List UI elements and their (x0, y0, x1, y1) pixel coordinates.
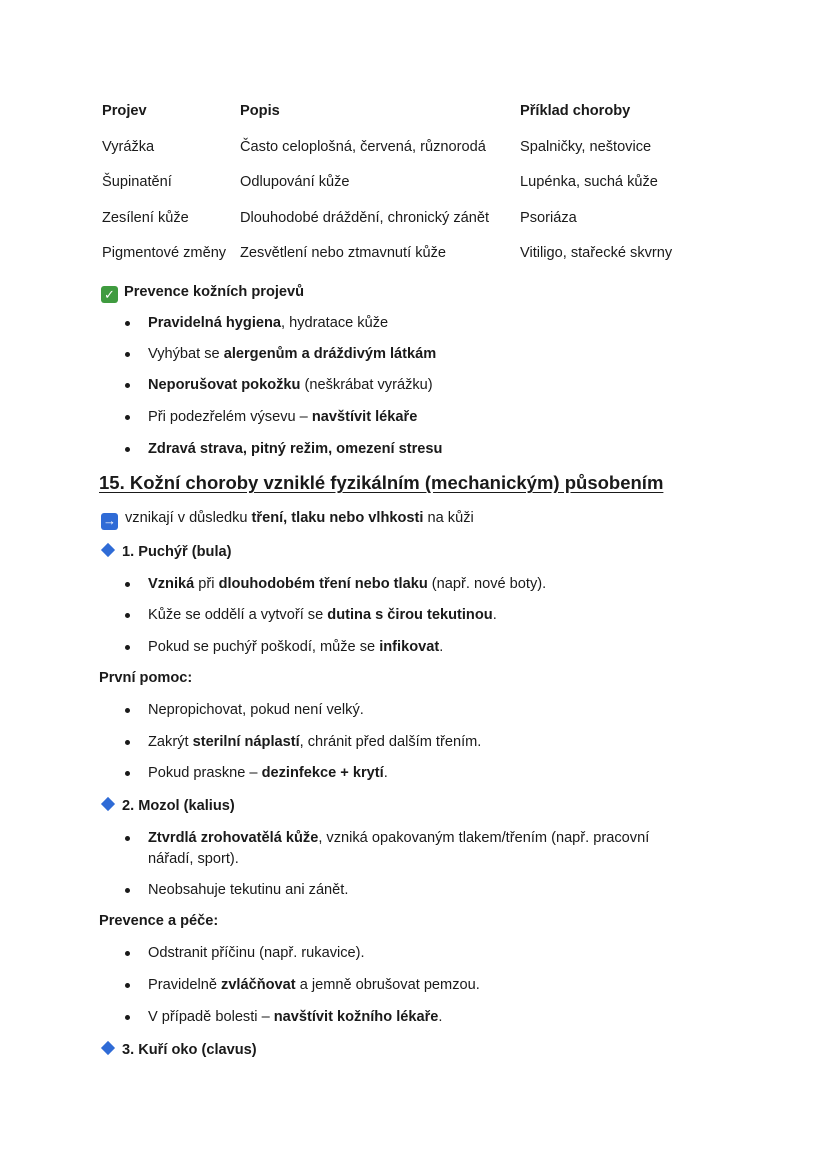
bullet (125, 951, 130, 956)
list-item: Pravidelná hygiena, hydratace kůže (148, 315, 389, 331)
section-intro: → vznikají v důsledku tření, tlaku nebo vlhkosti na kůži (103, 510, 474, 528)
table-cell: Vitiligo, stařecké skvrny (520, 245, 673, 261)
bullet (125, 321, 130, 326)
table-cell: Lupénka, suchá kůže (520, 174, 658, 190)
subsection-heading-blister: 1. Puchýř (bula) (99, 542, 231, 562)
check-mark-icon: ✓ (101, 286, 118, 303)
list-item: Ztvrdlá zrohovatělá kůže, vzniká opakovaným tlakem/třením (např. pracovní (148, 830, 650, 846)
table-row (102, 242, 722, 278)
bullet (125, 415, 130, 420)
list-item: Zakrýt sterilní náplastí, chránit před dalším třením. (148, 734, 482, 750)
bullet (125, 383, 130, 388)
prevention-heading (101, 282, 304, 303)
column-header: Příklad choroby (520, 103, 631, 119)
subsection-heading-corn: 3. Kuří oko (clavus) (99, 1040, 257, 1060)
bullet (125, 1015, 130, 1020)
subsection-heading-callus: 2. Mozol (kalius) (99, 796, 235, 816)
table-header-row (102, 100, 722, 136)
table-cell: Často celoplošná, červená, různorodá (240, 138, 486, 155)
first-aid-label: První pomoc: (99, 670, 193, 686)
blue-diamond-icon (101, 1041, 115, 1055)
table-cell: Zesílení kůže (102, 209, 189, 226)
care-label: Prevence a péče: (99, 913, 219, 929)
list-item: Při podezřelém výsevu – navštívit lékaře (148, 409, 418, 425)
list-item: Odstranit příčinu (např. rukavice). (148, 945, 365, 961)
list-item: Pokud se puchýř poškodí, může se infikovat. (148, 639, 444, 655)
bullet (125, 771, 130, 776)
bullet (125, 582, 130, 587)
table-cell: Psoriáza (520, 209, 577, 226)
bullet (125, 836, 130, 841)
table-cell: Spalničky, neštovice (520, 138, 652, 155)
table-cell: Vyrážka (102, 138, 155, 155)
list-item: Neporušovat pokožku (neškrábat vyrážku) (148, 377, 433, 393)
list-item-continuation: nářadí, sport). (148, 851, 239, 867)
section-heading: 15. Kožní choroby vzniklé fyzikálním (mechanickým) působením (99, 472, 664, 493)
table-row (102, 136, 722, 172)
column-header: Projev (102, 103, 147, 119)
bullet (125, 613, 130, 618)
prevention-title: Prevence kožních projevů (124, 284, 305, 300)
list-item: Neobsahuje tekutinu ani zánět. (148, 882, 349, 898)
bullet (125, 888, 130, 893)
column-header: Popis (240, 103, 280, 119)
bullet (125, 740, 130, 745)
blue-diamond-icon (101, 543, 115, 557)
skin-symptoms-table (102, 100, 722, 278)
bullet (125, 983, 130, 988)
list-item: Vyhýbat se alergenům a dráždivým látkám (148, 346, 437, 362)
bullet (125, 447, 130, 452)
right-arrow-icon: → (103, 513, 116, 528)
table-cell: Dlouhodobé dráždění, chronický zánět (240, 209, 490, 226)
list-item: Zdravá strava, pitný režim, omezení stresu (148, 441, 443, 457)
list-item: Nepropichovat, pokud není velký. (148, 702, 364, 718)
table-cell: Odlupování kůže (240, 174, 350, 190)
table-cell: Šupinatění (102, 174, 172, 190)
list-item: Vzniká při dlouhodobém tření nebo tlaku (např. nové boty). (148, 576, 547, 592)
table-row (102, 171, 722, 207)
table-cell: Zesvětlení nebo ztmavnutí kůže (240, 245, 447, 261)
table-cell: Pigmentové změny (102, 245, 227, 261)
table-row (102, 207, 722, 243)
blue-diamond-icon (101, 797, 115, 811)
list-item: Pokud praskne – dezinfekce + krytí. (148, 765, 388, 781)
list-item: V případě bolesti – navštívit kožního lékaře. (148, 1009, 443, 1025)
list-item: Kůže se oddělí a vytvoří se dutina s čirou tekutinou. (148, 607, 497, 623)
bullet (125, 352, 130, 357)
list-item: Pravidelně zvláčňovat a jemně obrušovat pemzou. (148, 977, 480, 993)
bullet (125, 708, 130, 713)
bullet (125, 645, 130, 650)
